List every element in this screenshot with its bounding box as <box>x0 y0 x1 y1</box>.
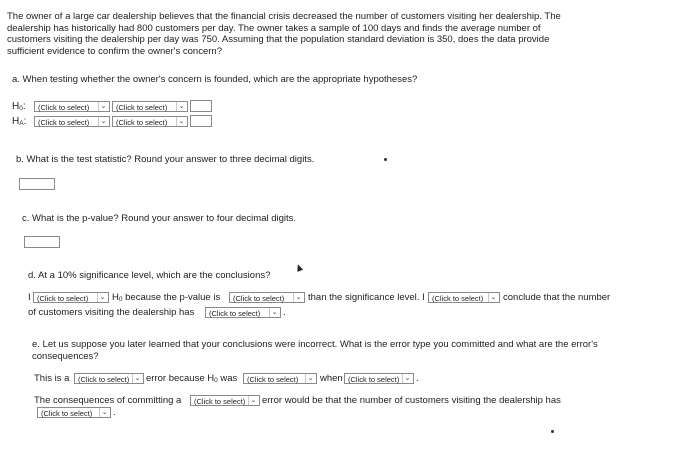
mouse-cursor-icon <box>295 263 303 272</box>
h0-status-select-text: (Click to select) <box>247 375 299 384</box>
h0-label-letter: H <box>12 101 20 112</box>
part-e-was: was <box>217 373 238 384</box>
chevron-down-icon: ⌄ <box>176 102 186 111</box>
ha-value-input[interactable] <box>190 115 212 127</box>
part-e-error-because <box>146 373 237 384</box>
pvalue-comparison-select[interactable] <box>229 292 305 303</box>
reject-decision-select[interactable] <box>33 292 109 303</box>
chevron-down-icon: ⌄ <box>98 117 108 126</box>
part-d-h-sub: 0 <box>118 296 123 303</box>
chevron-down-icon: ⌄ <box>305 374 315 383</box>
part-b-question: b. What is the test statistic? Round your answer to three decimal digits. <box>16 154 315 165</box>
part-e-when: when <box>320 373 343 384</box>
h0-operator-select-text: (Click to select) <box>116 103 168 112</box>
error-type-select-text: (Click to select) <box>78 375 130 384</box>
h0-status-select[interactable] <box>243 373 317 384</box>
chevron-down-icon: ⌄ <box>293 293 303 302</box>
part-e-question-line-2: consequences? <box>32 350 99 362</box>
part-d-because-text <box>112 292 220 303</box>
conclude-select-text: (Click to select) <box>432 294 484 303</box>
part-e-this-is-a: This is a <box>34 373 70 384</box>
chevron-down-icon: ⌄ <box>176 117 186 126</box>
part-d-question: d. At a 10% significance level, which are the conclusions? <box>28 270 271 281</box>
customers-change-select[interactable] <box>205 307 281 318</box>
part-e-period-2: . <box>113 407 116 418</box>
consequence-error-select[interactable] <box>190 395 260 406</box>
part-e-period: . <box>416 373 419 384</box>
part-e-question <box>32 339 598 362</box>
problem-line-1: The owner of a large car dealership believes that the financial crisis decreased the number of customers visiting her dealership. The <box>7 11 561 22</box>
part-e-error-because-text: error because H <box>146 373 215 384</box>
part-a-question: a. When testing whether the owner's concern is founded, which are the appropriate hypotheses? <box>12 74 418 85</box>
part-e-h-sub: 0 <box>214 377 218 384</box>
part-d-h-letter: H <box>112 292 119 303</box>
h0-label-sub: 0 <box>19 105 23 112</box>
h0-left-select[interactable] <box>34 101 110 112</box>
problem-line-4: sufficient evidence to confirm the owner's concern? <box>7 45 222 57</box>
consequence-outcome-select[interactable] <box>37 407 111 418</box>
ha-label-letter: H <box>12 116 20 127</box>
part-e-question-line-1: e. Let us suppose you later learned that your conclusions were incorrect. What is the error type you committed and what are the error's <box>32 339 598 350</box>
consequence-outcome-select-text: (Click to select) <box>41 409 93 418</box>
reject-decision-select-text: (Click to select) <box>37 294 89 303</box>
customers-change-select-text: (Click to select) <box>209 309 261 318</box>
problem-line-3: customers visiting the dealership per day was 750. Assuming that the population standard deviation is 350, does the data provide <box>7 34 550 45</box>
h0-value-input[interactable] <box>190 100 212 112</box>
test-statistic-input[interactable] <box>19 178 55 190</box>
ha-operator-select-text: (Click to select) <box>116 118 168 127</box>
chevron-down-icon: ⌄ <box>97 293 107 302</box>
part-d-significance-text: than the significance level. I <box>308 292 425 303</box>
ha-left-select[interactable] <box>34 116 110 127</box>
chevron-down-icon: ⌄ <box>98 102 108 111</box>
ha-label: $H_A$: <box>12 116 27 127</box>
ha-label-sub: A <box>19 120 24 127</box>
chevron-down-icon: ⌄ <box>132 374 142 383</box>
stray-dot-icon <box>384 158 387 161</box>
part-e-consequences-text-2: error would be that the number of customers visiting the dealership has <box>262 395 561 406</box>
part-e-consequences-text: The consequences of committing a <box>34 395 182 406</box>
part-d-line2-text: of customers visiting the dealership has <box>28 307 195 318</box>
consequence-error-select-text: (Click to select) <box>194 397 246 406</box>
chevron-down-icon: ⌄ <box>248 396 258 405</box>
stray-dot-icon <box>551 430 554 433</box>
h0-left-select-text: (Click to select) <box>38 103 90 112</box>
h0-operator-select[interactable] <box>112 101 188 112</box>
part-d-bracket: I <box>28 292 31 303</box>
ha-left-select-text: (Click to select) <box>38 118 90 127</box>
chevron-down-icon: ⌄ <box>99 408 109 417</box>
part-d-because: because the p-value is <box>122 292 221 303</box>
problem-statement <box>7 11 561 57</box>
truth-condition-select[interactable] <box>344 373 414 384</box>
part-c-question: c. What is the p-value? Round your answer to four decimal digits. <box>22 213 297 224</box>
chevron-down-icon: ⌄ <box>269 308 279 317</box>
truth-condition-select-text: (Click to select) <box>348 375 400 384</box>
pvalue-comparison-select-text: (Click to select) <box>233 294 285 303</box>
h0-label: $H_0$: <box>12 101 26 112</box>
chevron-down-icon: ⌄ <box>402 374 412 383</box>
chevron-down-icon: ⌄ <box>488 293 498 302</box>
problem-line-2: dealership has historically had 800 customers per day. The owner takes a sample of 100 days and finds the average number of <box>7 22 541 34</box>
error-type-select[interactable] <box>74 373 144 384</box>
part-d-conclude-text: conclude that the number <box>503 292 611 303</box>
conclude-select[interactable] <box>428 292 500 303</box>
ha-operator-select[interactable] <box>112 116 188 127</box>
p-value-input[interactable] <box>24 236 60 248</box>
part-d-period: . <box>283 307 286 318</box>
